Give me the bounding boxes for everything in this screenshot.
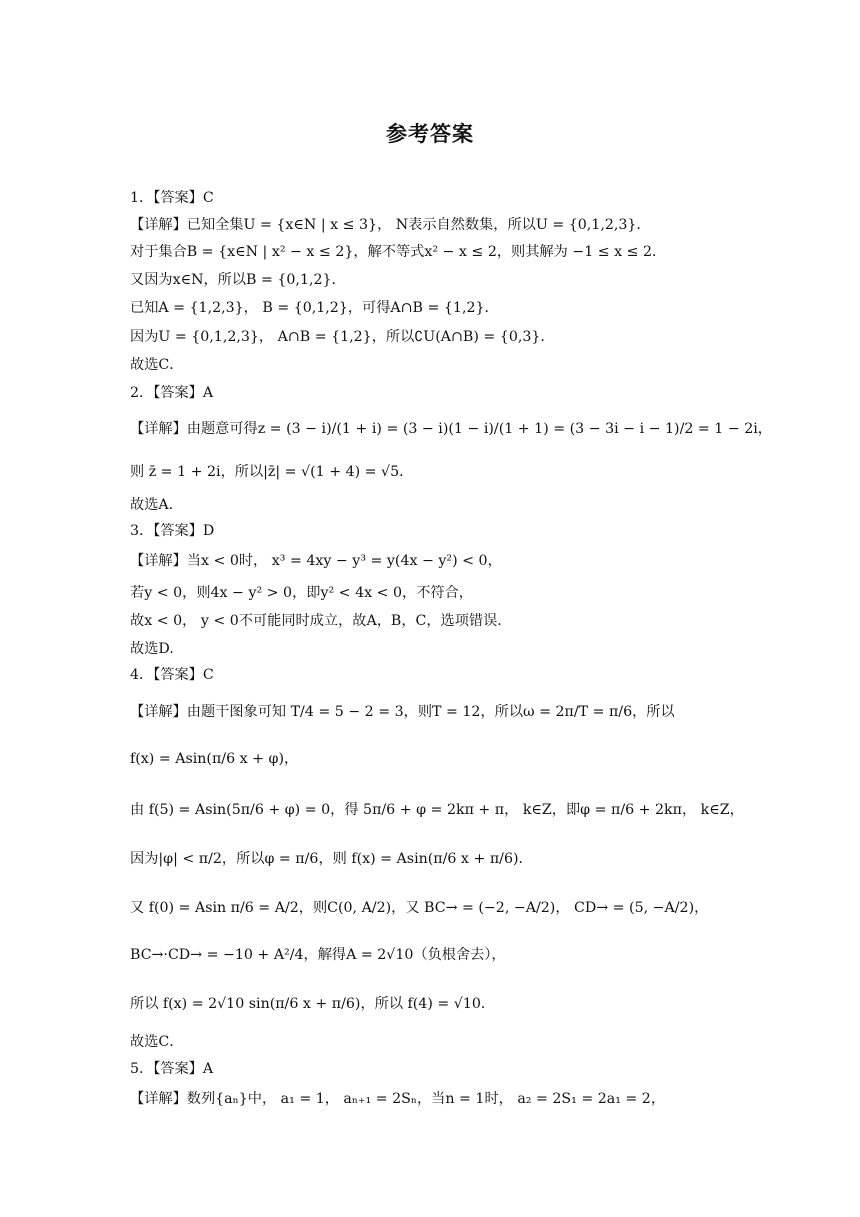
- answer-1-header: 1．【答案】C: [130, 190, 214, 206]
- page-title: 参考答案: [386, 122, 474, 146]
- answer-1-detail-line: 因为U = {0,1,2,3}， A∩B = {1,2}，所以∁U(A∩B) = {0,3}．: [130, 329, 555, 345]
- answer-4-detail-line: BC→·CD→ = −10 + A²/4，解得A = 2√10（负根舍去），: [130, 947, 506, 963]
- answer-1-detail-line: 对于集合B = {x∈N | x² − x ≤ 2}，解不等式x² − x ≤ 2，则其解为 −1 ≤ x ≤ 2．: [130, 244, 667, 260]
- answer-2-header: 2．【答案】A: [130, 385, 214, 401]
- answer-4-detail-line: 由 f(5) = Asin(5π/6 + φ) = 0，得 5π/6 + φ = 2kπ + π， k∈Z，即φ = π/6 + 2kπ， k∈Z，: [130, 802, 744, 818]
- answer-3-conclusion: 故选D.: [130, 641, 174, 657]
- answer-4-detail-line: 【详解】由题干图象可知 T/4 = 5 − 2 = 3，则T = 12，所以ω = 2π/T = π/6，所以: [130, 704, 675, 720]
- answer-4-detail-line: f(x) = Asin(π/6 x + φ)，: [130, 751, 299, 767]
- answer-3-detail-line: 故x < 0， y < 0不可能同时成立，故A，B，C，选项错误.: [130, 613, 502, 629]
- answer-1-conclusion: 故选C．: [130, 357, 184, 373]
- answer-3-header: 3．【答案】D: [130, 523, 215, 539]
- answer-3-detail-line: 若y < 0，则4x − y² > 0，即y² < 4x < 0，不符合，: [130, 585, 473, 601]
- answer-4-conclusion: 故选C．: [130, 1034, 184, 1050]
- answer-4-detail-line: 因为|φ| < π/2，所以φ = π/6，则 f(x) = Asin(π/6 x + π/6)．: [130, 851, 533, 867]
- answer-1-detail-line: 又因为x∈N，所以B = {0,1,2}．: [130, 272, 346, 288]
- answer-2-conclusion: 故选A.: [130, 497, 174, 513]
- answer-1-detail-line: 已知A = {1,2,3}， B = {0,1,2}，可得A∩B = {1,2}．: [130, 300, 499, 316]
- answer-1-detail-line: 【详解】已知全集U = {x∈N | x ≤ 3}， N表示自然数集，所以U = {0,1,2,3}．: [130, 217, 651, 233]
- answer-3-detail-line: 【详解】当x < 0时， x³ = 4xy − y³ = y(4x − y²) < 0，: [130, 553, 502, 569]
- answer-5-detail-line: 【详解】数列{aₙ}中， a₁ = 1， aₙ₊₁ = 2Sₙ，当n = 1时， a₂ = 2S₁ = 2a₁ = 2，: [130, 1091, 666, 1107]
- answer-2-detail-line: 【详解】由题意可得z = (3 − i)/(1 + i) = (3 − i)(1 − i)/(1 + 1) = (3 − 3i − i − 1)/2 = 1 − 2i，: [130, 421, 772, 437]
- answer-2-detail-line: 则 z̄ = 1 + 2i，所以|z̄| = √(1 + 4) = √5．: [130, 464, 414, 480]
- answer-4-detail-line: 所以 f(x) = 2√10 sin(π/6 x + π/6)，所以 f(4) = √10．: [130, 996, 496, 1012]
- answer-4-detail-line: 又 f(0) = Asin π/6 = A/2，则C(0, A/2)，又 BC→ = (−2, −A/2)， CD→ = (5, −A/2)，: [130, 900, 709, 916]
- answer-5-header: 5．【答案】A: [130, 1061, 214, 1077]
- answer-4-header: 4．【答案】C: [130, 667, 214, 683]
